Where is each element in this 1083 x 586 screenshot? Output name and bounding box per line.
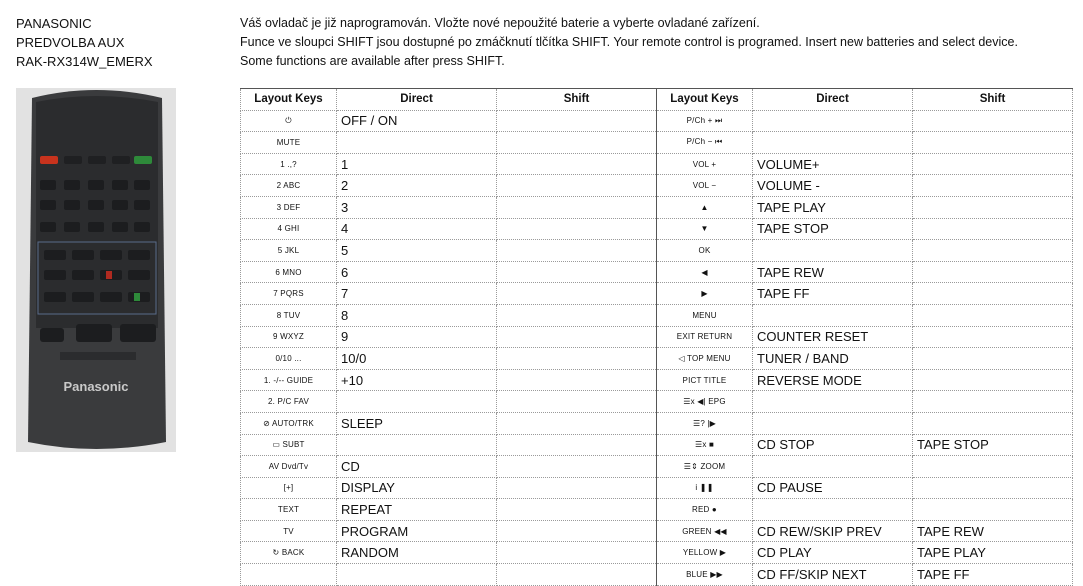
- layout-key-right: MENU: [657, 304, 753, 326]
- shift-function-right: TAPE REW: [913, 520, 1073, 542]
- shift-function-left: [497, 326, 657, 348]
- header-direct-left: Direct: [337, 89, 497, 111]
- shift-function-right: [913, 240, 1073, 262]
- shift-function-right: [913, 153, 1073, 175]
- shift-function-left: [497, 477, 657, 499]
- direct-function-left: 8: [337, 304, 497, 326]
- instruction-line-1: Váš ovladač je již naprogramován. Vložte nové nepoužité baterie a vyberte ovladané zařízení.: [240, 16, 760, 30]
- shift-function-left: [497, 499, 657, 521]
- layout-key-left: 6 MNO: [241, 261, 337, 283]
- shift-function-right: [913, 391, 1073, 413]
- direct-function-left: 4: [337, 218, 497, 240]
- layout-key-left: 9 WXYZ: [241, 326, 337, 348]
- layout-key-left: [241, 564, 337, 586]
- direct-function-right: [753, 412, 913, 434]
- direct-function-right: [753, 391, 913, 413]
- direct-function-right: [753, 304, 913, 326]
- direct-function-left: [337, 564, 497, 586]
- shift-function-right: [913, 110, 1073, 132]
- shift-function-right: [913, 304, 1073, 326]
- table-row: [241, 283, 1073, 305]
- direct-function-right: TAPE PLAY: [753, 196, 913, 218]
- layout-key-right: ▲: [657, 196, 753, 218]
- direct-function-right: VOLUME -: [753, 175, 913, 197]
- layout-key-right: ▼: [657, 218, 753, 240]
- shift-function-left: [497, 434, 657, 456]
- direct-function-right: TUNER / BAND: [753, 348, 913, 370]
- layout-key-right: ☰x ◀| EPG: [657, 391, 753, 413]
- layout-key-right: ☰x ■: [657, 434, 753, 456]
- table-row: [241, 261, 1073, 283]
- shift-function-left: [497, 348, 657, 370]
- table-row: [241, 240, 1073, 262]
- shift-function-left: [497, 261, 657, 283]
- device-preset: PREDVOLBA AUX: [16, 35, 125, 50]
- direct-function-left: RANDOM: [337, 542, 497, 564]
- shift-function-left: [497, 369, 657, 391]
- layout-key-right: ☰? |▶: [657, 412, 753, 434]
- layout-key-left: 8 TUV: [241, 304, 337, 326]
- layout-key-right: ☰⇕ ZOOM: [657, 456, 753, 478]
- table-row: [241, 132, 1073, 154]
- table-row: [241, 391, 1073, 413]
- direct-function-left: SLEEP: [337, 412, 497, 434]
- shift-function-right: [913, 348, 1073, 370]
- layout-key-left: 3 DEF: [241, 196, 337, 218]
- direct-function-left: [337, 391, 497, 413]
- shift-function-right: [913, 326, 1073, 348]
- direct-function-right: COUNTER RESET: [753, 326, 913, 348]
- layout-key-right: YELLOW ▶: [657, 542, 753, 564]
- layout-key-left: ⊘ AUTO/TRK: [241, 412, 337, 434]
- layout-key-right: GREEN ◀◀: [657, 520, 753, 542]
- direct-function-right: VOLUME+: [753, 153, 913, 175]
- table-row: [241, 348, 1073, 370]
- layout-key-right: ◀: [657, 261, 753, 283]
- layout-key-left: MUTE: [241, 132, 337, 154]
- shift-function-right: [913, 132, 1073, 154]
- shift-function-left: [497, 564, 657, 586]
- layout-key-left: TV: [241, 520, 337, 542]
- layout-key-left: AV Dvd/Tv: [241, 456, 337, 478]
- shift-function-right: TAPE STOP: [913, 434, 1073, 456]
- layout-key-left: ⏻: [241, 110, 337, 132]
- direct-function-left: 10/0: [337, 348, 497, 370]
- header-layout-keys-right: Layout Keys: [657, 89, 753, 111]
- layout-key-right: i ❚❚: [657, 477, 753, 499]
- shift-function-right: [913, 369, 1073, 391]
- shift-function-right: TAPE PLAY: [913, 542, 1073, 564]
- table-row: [241, 477, 1073, 499]
- shift-function-right: TAPE FF: [913, 564, 1073, 586]
- shift-function-left: [497, 304, 657, 326]
- shift-function-left: [497, 283, 657, 305]
- layout-key-right: VOL −: [657, 175, 753, 197]
- table-row: [241, 218, 1073, 240]
- direct-function-left: DISPLAY: [337, 477, 497, 499]
- direct-function-left: 6: [337, 261, 497, 283]
- layout-key-left: 2 ABC: [241, 175, 337, 197]
- direct-function-left: 5: [337, 240, 497, 262]
- table-row: [241, 175, 1073, 197]
- header-direct-right: Direct: [753, 89, 913, 111]
- layout-key-left: 7 PQRS: [241, 283, 337, 305]
- table-row: [241, 304, 1073, 326]
- table-row: [241, 434, 1073, 456]
- layout-key-right: OK: [657, 240, 753, 262]
- instruction-line-3: Some functions are available after press SHIFT.: [240, 54, 505, 68]
- direct-function-left: [337, 434, 497, 456]
- direct-function-left: 9: [337, 326, 497, 348]
- direct-function-left: [337, 132, 497, 154]
- direct-function-right: TAPE REW: [753, 261, 913, 283]
- remote-illustration: [16, 88, 176, 452]
- layout-key-left: 5 JKL: [241, 240, 337, 262]
- header-shift-right: Shift: [913, 89, 1073, 111]
- direct-function-left: CD: [337, 456, 497, 478]
- shift-function-left: [497, 132, 657, 154]
- direct-function-right: [753, 456, 913, 478]
- shift-function-left: [497, 153, 657, 175]
- layout-key-left: 0/10 ...: [241, 348, 337, 370]
- direct-function-right: [753, 110, 913, 132]
- table-row: [241, 110, 1073, 132]
- direct-function-right: TAPE STOP: [753, 218, 913, 240]
- header-shift-left: Shift: [497, 89, 657, 111]
- layout-key-right: EXIT RETURN: [657, 326, 753, 348]
- shift-function-right: [913, 477, 1073, 499]
- shift-function-right: [913, 175, 1073, 197]
- shift-function-left: [497, 110, 657, 132]
- direct-function-left: 7: [337, 283, 497, 305]
- layout-key-right: BLUE ▶▶: [657, 564, 753, 586]
- layout-key-left: 2. P/C FAV: [241, 391, 337, 413]
- layout-key-left: ↻ BACK: [241, 542, 337, 564]
- direct-function-right: CD FF/SKIP NEXT: [753, 564, 913, 586]
- direct-function-left: +10: [337, 369, 497, 391]
- layout-key-left: ▭ SUBT: [241, 434, 337, 456]
- shift-function-left: [497, 520, 657, 542]
- direct-function-right: REVERSE MODE: [753, 369, 913, 391]
- direct-function-right: TAPE FF: [753, 283, 913, 305]
- direct-function-right: [753, 132, 913, 154]
- direct-function-left: 2: [337, 175, 497, 197]
- shift-function-left: [497, 542, 657, 564]
- direct-function-left: 1: [337, 153, 497, 175]
- direct-function-left: REPEAT: [337, 499, 497, 521]
- shift-function-left: [497, 391, 657, 413]
- instructions: [240, 14, 1018, 71]
- shift-function-left: [497, 412, 657, 434]
- table-row: [241, 196, 1073, 218]
- table-row: [241, 412, 1073, 434]
- layout-key-right: ▶: [657, 283, 753, 305]
- layout-key-right: ◁ TOP MENU: [657, 348, 753, 370]
- table-row: [241, 456, 1073, 478]
- direct-function-right: CD REW/SKIP PREV: [753, 520, 913, 542]
- direct-function-left: OFF / ON: [337, 110, 497, 132]
- table-row: [241, 520, 1073, 542]
- direct-function-right: CD STOP: [753, 434, 913, 456]
- shift-function-right: [913, 456, 1073, 478]
- shift-function-left: [497, 218, 657, 240]
- shift-function-right: [913, 412, 1073, 434]
- table-header-row: [241, 89, 1073, 111]
- instruction-line-2: Funce ve sloupci SHIFT jsou dostupné po zmáčknutí tlčítka SHIFT. Your remote control is programed. Insert new batteries and select device.: [240, 35, 1018, 49]
- table-row: [241, 153, 1073, 175]
- key-mapping-table: [240, 88, 1073, 586]
- shift-function-right: [913, 499, 1073, 521]
- device-model: RAK-RX314W_EMERX: [16, 54, 153, 69]
- device-info: [16, 14, 153, 71]
- layout-key-left: [+]: [241, 477, 337, 499]
- direct-function-left: PROGRAM: [337, 520, 497, 542]
- direct-function-right: CD PAUSE: [753, 477, 913, 499]
- layout-key-left: 1 .,?: [241, 153, 337, 175]
- shift-function-left: [497, 175, 657, 197]
- layout-key-right: RED ●: [657, 499, 753, 521]
- table-row: [241, 564, 1073, 586]
- layout-key-left: TEXT: [241, 499, 337, 521]
- layout-key-right: PICT TITLE: [657, 369, 753, 391]
- remote-control-image: [16, 88, 176, 452]
- direct-function-right: [753, 240, 913, 262]
- table-row: [241, 499, 1073, 521]
- header-layout-keys-left: Layout Keys: [241, 89, 337, 111]
- layout-key-right: P/Ch + ⏭: [657, 110, 753, 132]
- layout-key-right: VOL +: [657, 153, 753, 175]
- table-row: [241, 326, 1073, 348]
- layout-key-left: 4 GHI: [241, 218, 337, 240]
- device-brand: PANASONIC: [16, 16, 92, 31]
- shift-function-right: [913, 196, 1073, 218]
- shift-function-right: [913, 261, 1073, 283]
- shift-function-right: [913, 283, 1073, 305]
- direct-function-left: 3: [337, 196, 497, 218]
- direct-function-right: [753, 499, 913, 521]
- remote-brand-logo: Panasonic: [63, 379, 129, 394]
- layout-key-right: P/Ch − ⏮: [657, 132, 753, 154]
- shift-function-left: [497, 240, 657, 262]
- layout-key-left: 1. -/-- GUIDE: [241, 369, 337, 391]
- shift-function-left: [497, 456, 657, 478]
- shift-function-right: [913, 218, 1073, 240]
- table-row: [241, 369, 1073, 391]
- table-row: [241, 542, 1073, 564]
- direct-function-right: CD PLAY: [753, 542, 913, 564]
- shift-function-left: [497, 196, 657, 218]
